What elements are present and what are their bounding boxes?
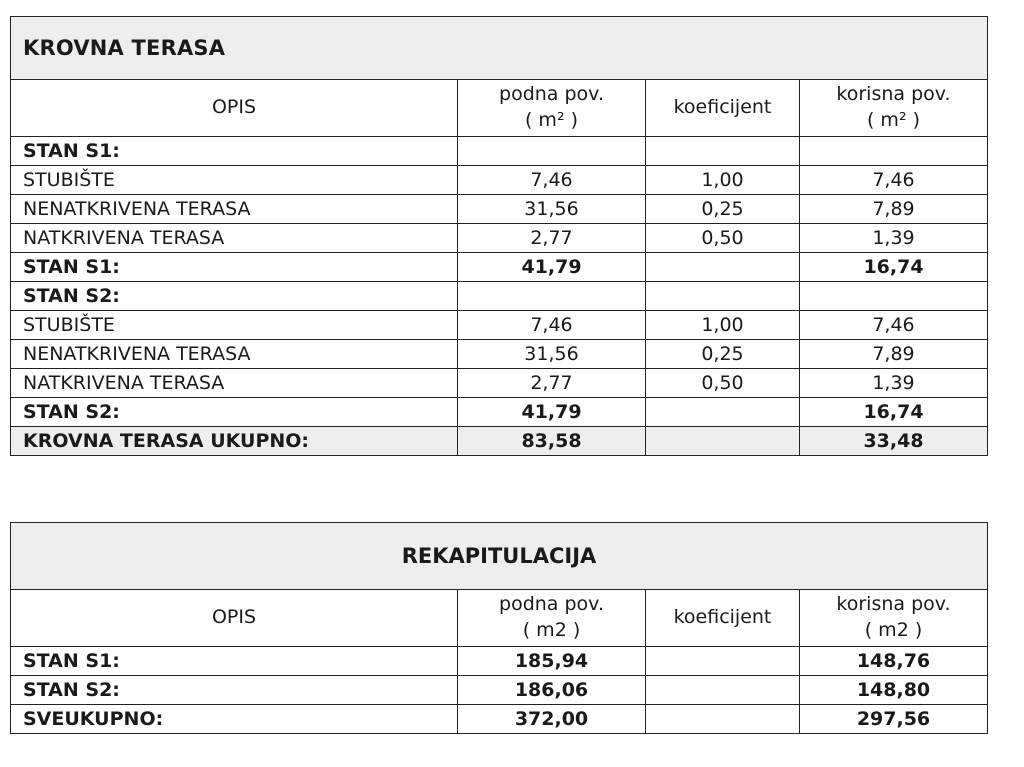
cell-opis: STAN S2: [11, 282, 458, 311]
cell-korisna: 16,74 [800, 398, 988, 427]
cell-koef [646, 137, 800, 166]
table-row [11, 224, 988, 253]
cell-koef [646, 427, 800, 456]
cell-podna: 185,94 [458, 647, 646, 676]
cell-koef [646, 705, 800, 734]
header-podna-pov-line1: podna pov. [499, 593, 604, 616]
cell-korisna: 7,89 [800, 195, 988, 224]
header-podna-pov [458, 590, 646, 647]
cell-koef: 0,50 [646, 369, 800, 398]
table-row [11, 195, 988, 224]
cell-podna: 31,56 [458, 340, 646, 369]
table-row [11, 369, 988, 398]
header-koeficijent: koeficijent [646, 80, 800, 137]
table-row [11, 282, 988, 311]
cell-korisna: 148,80 [800, 676, 988, 705]
table-title: REKAPITULACIJA [11, 523, 988, 590]
table-row [11, 676, 988, 705]
cell-podna: 2,77 [458, 224, 646, 253]
cell-opis: STAN S1: [11, 647, 458, 676]
table-row [11, 253, 988, 282]
cell-podna: 31,56 [458, 195, 646, 224]
cell-podna: 372,00 [458, 705, 646, 734]
cell-podna: 7,46 [458, 311, 646, 340]
total-row [11, 427, 988, 456]
rekapitulacija-table [10, 522, 988, 734]
header-podna-pov-unit: ( m2 ) [522, 619, 581, 641]
cell-koef: 0,25 [646, 195, 800, 224]
cell-korisna: 148,76 [800, 647, 988, 676]
cell-opis: STAN S1: [11, 253, 458, 282]
header-korisna-pov-line1: korisna pov. [836, 593, 951, 616]
header-podna-pov-unit: ( m² ) [524, 109, 579, 131]
cell-opis: STAN S2: [11, 398, 458, 427]
cell-korisna [800, 137, 988, 166]
table-row [11, 340, 988, 369]
cell-opis: STAN S1: [11, 137, 458, 166]
header-korisna-pov-line1: korisna pov. [836, 83, 951, 106]
cell-koef: 0,25 [646, 340, 800, 369]
cell-podna: 41,79 [458, 398, 646, 427]
cell-opis: NATKRIVENA TERASA [11, 369, 458, 398]
cell-opis: STAN S2: [11, 676, 458, 705]
krovna-terasa-table [10, 16, 988, 456]
cell-podna: 41,79 [458, 253, 646, 282]
cell-korisna: 1,39 [800, 369, 988, 398]
cell-opis: NENATKRIVENA TERASA [11, 195, 458, 224]
cell-opis: NATKRIVENA TERASA [11, 224, 458, 253]
cell-koef: 1,00 [646, 311, 800, 340]
table-row [11, 311, 988, 340]
cell-podna: 83,58 [458, 427, 646, 456]
cell-koef [646, 676, 800, 705]
cell-koef: 0,50 [646, 224, 800, 253]
cell-korisna: 7,89 [800, 340, 988, 369]
cell-opis: NENATKRIVENA TERASA [11, 340, 458, 369]
cell-koef [646, 253, 800, 282]
table-row [11, 166, 988, 195]
cell-podna [458, 282, 646, 311]
header-podna-pov-line1: podna pov. [499, 83, 604, 106]
header-korisna-pov-unit: ( m² ) [866, 109, 921, 131]
table-title: KROVNA TERASA [11, 17, 988, 80]
cell-opis: KROVNA TERASA UKUPNO: [11, 427, 458, 456]
header-korisna-pov-unit: ( m2 ) [864, 619, 923, 641]
header-podna-pov [458, 80, 646, 137]
cell-korisna [800, 282, 988, 311]
cell-koef: 1,00 [646, 166, 800, 195]
header-opis: OPIS [11, 590, 458, 647]
cell-podna [458, 137, 646, 166]
cell-opis: STUBIŠTE [11, 166, 458, 195]
table-row [11, 647, 988, 676]
header-korisna-pov [800, 80, 988, 137]
header-korisna-pov [800, 590, 988, 647]
cell-koef [646, 282, 800, 311]
cell-podna: 186,06 [458, 676, 646, 705]
cell-opis: STUBIŠTE [11, 311, 458, 340]
cell-korisna: 16,74 [800, 253, 988, 282]
cell-korisna: 297,56 [800, 705, 988, 734]
total-row [11, 705, 988, 734]
cell-opis: SVEUKUPNO: [11, 705, 458, 734]
cell-podna: 7,46 [458, 166, 646, 195]
cell-korisna: 7,46 [800, 166, 988, 195]
table-row [11, 398, 988, 427]
header-opis: OPIS [11, 80, 458, 137]
cell-podna: 2,77 [458, 369, 646, 398]
cell-koef [646, 647, 800, 676]
header-koeficijent: koeficijent [646, 590, 800, 647]
cell-korisna: 1,39 [800, 224, 988, 253]
cell-korisna: 33,48 [800, 427, 988, 456]
cell-koef [646, 398, 800, 427]
table-row [11, 137, 988, 166]
cell-korisna: 7,46 [800, 311, 988, 340]
